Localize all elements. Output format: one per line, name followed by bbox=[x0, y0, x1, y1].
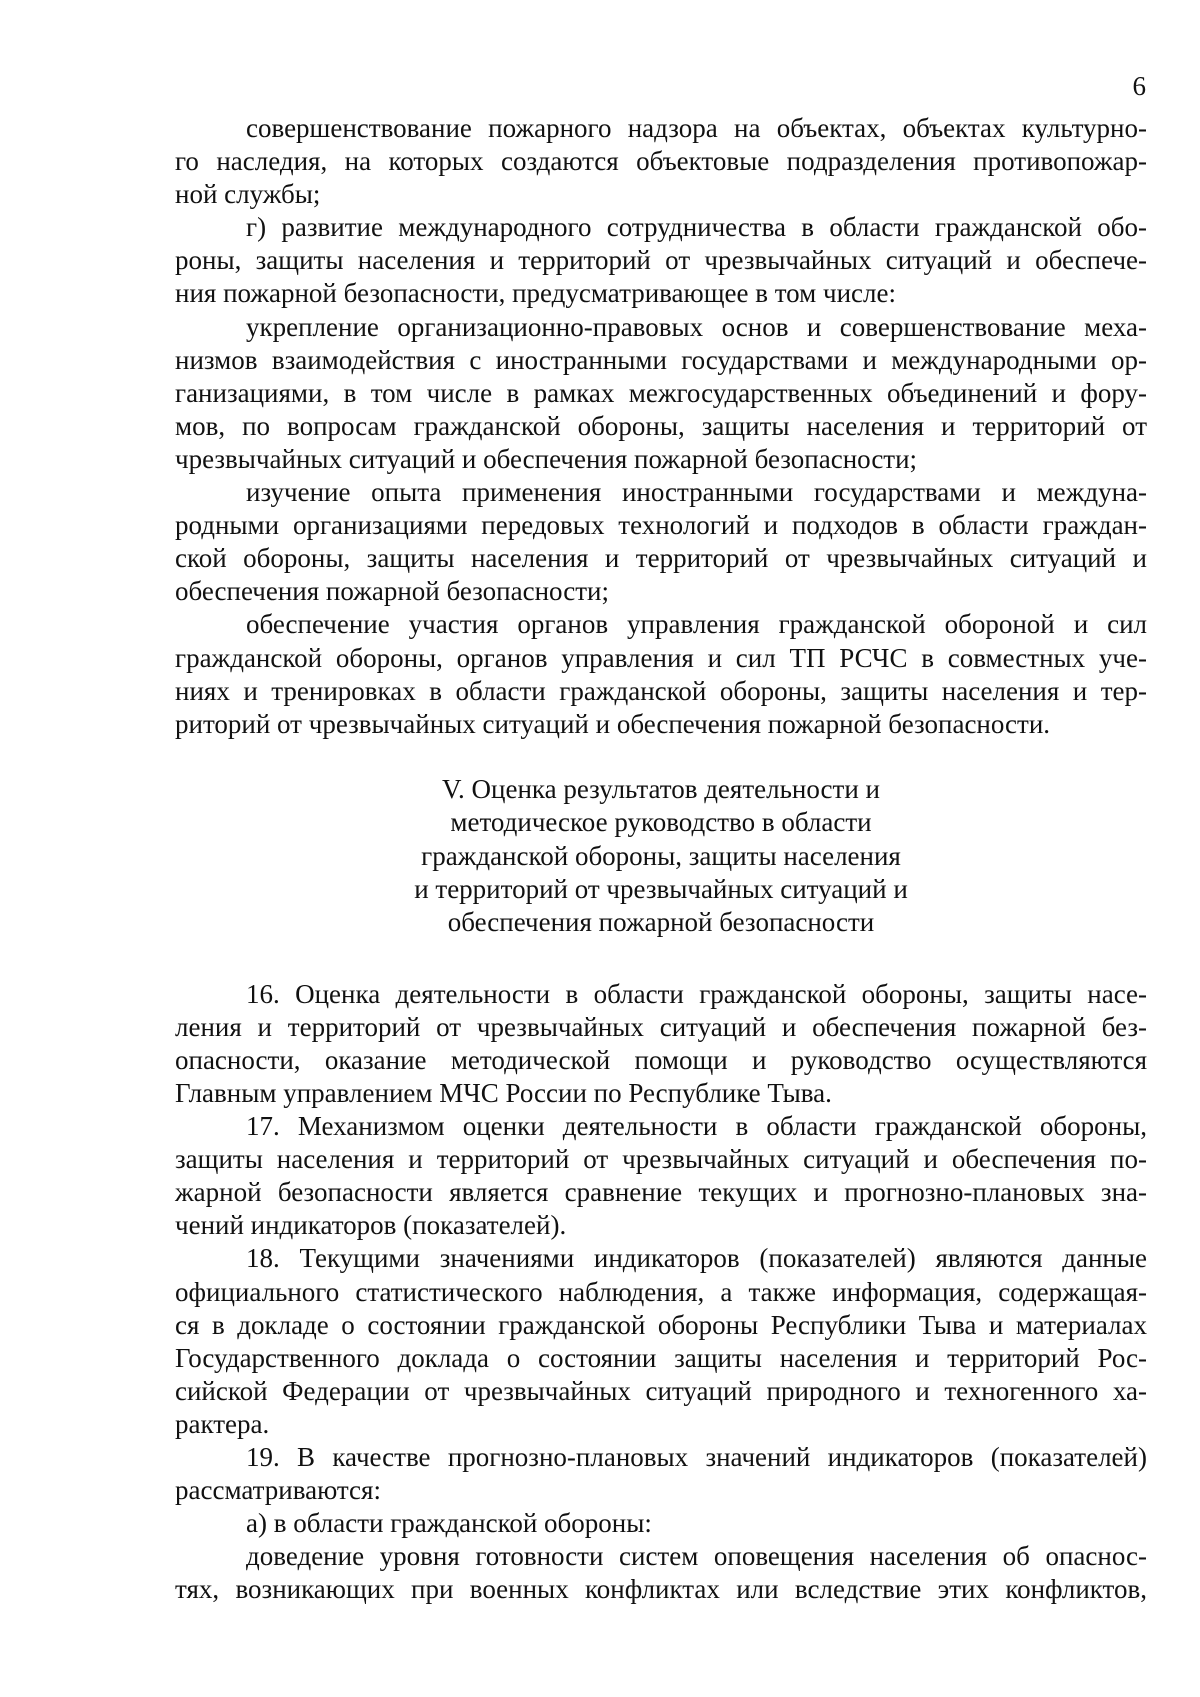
text-line: го наследия, на которых создаются объектовые подразделения противопожар- bbox=[175, 146, 1147, 177]
text-line: ской обороны, защиты населения и территорий от чрезвычайных ситуаций и bbox=[175, 543, 1147, 574]
paragraph bbox=[175, 1507, 1147, 1540]
text-line: 16. Оценка деятельности в области гражданской обороны, защиты насе- bbox=[246, 978, 1147, 1009]
section-heading-line: гражданской обороны, защиты населения bbox=[421, 840, 901, 871]
section-heading-line: V. Оценка результатов деятельности и bbox=[442, 773, 880, 804]
text-line: ния пожарной безопасности, предусматривающее в том числе: bbox=[175, 278, 896, 309]
text-line: низмов взаимодействия с иностранными государствами и международными ор- bbox=[175, 344, 1147, 375]
text-line: обеспечение участия органов управления гражданской обороной и сил bbox=[246, 609, 1147, 640]
paragraph bbox=[175, 1242, 1147, 1441]
text-line: гражданской обороны, органов управления и сил ТП РСЧС в совместных уче- bbox=[175, 642, 1147, 673]
paragraph bbox=[175, 1110, 1147, 1242]
text-line: риторий от чрезвычайных ситуаций и обеспечения пожарной безопасности. bbox=[175, 708, 1051, 739]
text-line: рассматриваются: bbox=[175, 1475, 381, 1506]
paragraph bbox=[175, 1441, 1147, 1507]
paragraphs-after-section bbox=[175, 978, 1147, 1607]
text-line: ся в докладе о состоянии гражданской обороны Республики Тыва и материалах bbox=[175, 1309, 1147, 1340]
section-heading bbox=[175, 773, 1147, 940]
text-line: г) развитие международного сотрудничества в области гражданской обо- bbox=[246, 212, 1147, 243]
paragraph bbox=[175, 112, 1147, 211]
text-line: защиты населения и территорий от чрезвычайных ситуаций и обеспечения по- bbox=[175, 1144, 1147, 1175]
paragraphs-before-section bbox=[175, 112, 1147, 741]
text-line: 18. Текущими значениями индикаторов (показателей) являются данные bbox=[246, 1243, 1147, 1274]
text-line: 17. Механизмом оценки деятельности в области гражданской обороны, bbox=[246, 1111, 1147, 1142]
text-line: роны, защиты населения и территорий от чрезвычайных ситуаций и обеспече- bbox=[175, 245, 1147, 276]
section-heading-line: обеспечения пожарной безопасности bbox=[447, 907, 875, 938]
paragraph bbox=[175, 311, 1147, 476]
text-line: доведение уровня готовности систем оповещения населения об опаснос- bbox=[246, 1541, 1147, 1572]
text-line: мов, по вопросам гражданской обороны, защиты населения и территорий от bbox=[175, 410, 1147, 441]
paragraph bbox=[175, 608, 1147, 740]
text-line: чений индикаторов (показателей). bbox=[175, 1210, 567, 1241]
text-line: чрезвычайных ситуаций и обеспечения пожарной безопасности; bbox=[175, 443, 918, 474]
section-heading-line: методическое руководство в области bbox=[450, 807, 872, 838]
text-line: ганизациями, в том числе в рамках межгосударственных объединений и фору- bbox=[175, 377, 1147, 408]
text-line: тях, возникающих при военных конфликтах или вследствие этих конфликтов, bbox=[175, 1574, 1147, 1605]
paragraph bbox=[175, 476, 1147, 608]
text-line: родными организациями передовых технологий и подходов в области граждан- bbox=[175, 510, 1147, 541]
page-number: 6 bbox=[1132, 71, 1146, 101]
text-line: рактера. bbox=[175, 1408, 270, 1439]
paragraph bbox=[175, 978, 1147, 1110]
text-line: укрепление организационно-правовых основ и совершенствование меха- bbox=[246, 311, 1147, 342]
text-line: Главным управлением МЧС России по Республике Тыва. bbox=[175, 1078, 832, 1109]
text-line: сийской Федерации от чрезвычайных ситуаций природного и техногенного ха- bbox=[175, 1375, 1147, 1406]
text-line: ниях и тренировках в области гражданской обороны, защиты населения и тер- bbox=[175, 675, 1147, 706]
paragraph bbox=[175, 1540, 1147, 1606]
text-line: опасности, оказание методической помощи и руководство осуществляются bbox=[175, 1044, 1147, 1075]
text-line: ной службы; bbox=[175, 179, 321, 210]
document-body bbox=[175, 112, 1147, 1607]
text-line: 19. В качестве прогнозно-плановых значений индикаторов (показателей) bbox=[246, 1442, 1147, 1473]
text-line: жарной безопасности является сравнение текущих и прогнозно-плановых зна- bbox=[175, 1177, 1147, 1208]
section-heading-line: и территорий от чрезвычайных ситуаций и bbox=[414, 873, 908, 904]
text-line: изучение опыта применения иностранными государствами и междуна- bbox=[246, 477, 1147, 508]
text-line: а) в области гражданской обороны: bbox=[246, 1508, 652, 1539]
paragraph bbox=[175, 211, 1147, 310]
text-line: обеспечения пожарной безопасности; bbox=[175, 576, 609, 607]
text-line: ления и территорий от чрезвычайных ситуаций и обеспечения пожарной без- bbox=[175, 1011, 1147, 1042]
text-line: официального статистического наблюдения, а также информация, содержащая- bbox=[175, 1276, 1147, 1307]
text-line: Государственного доклада о состоянии защиты населения и территорий Рос- bbox=[175, 1342, 1147, 1373]
text-line: совершенствование пожарного надзора на объектах, объектах культурно- bbox=[246, 113, 1147, 143]
